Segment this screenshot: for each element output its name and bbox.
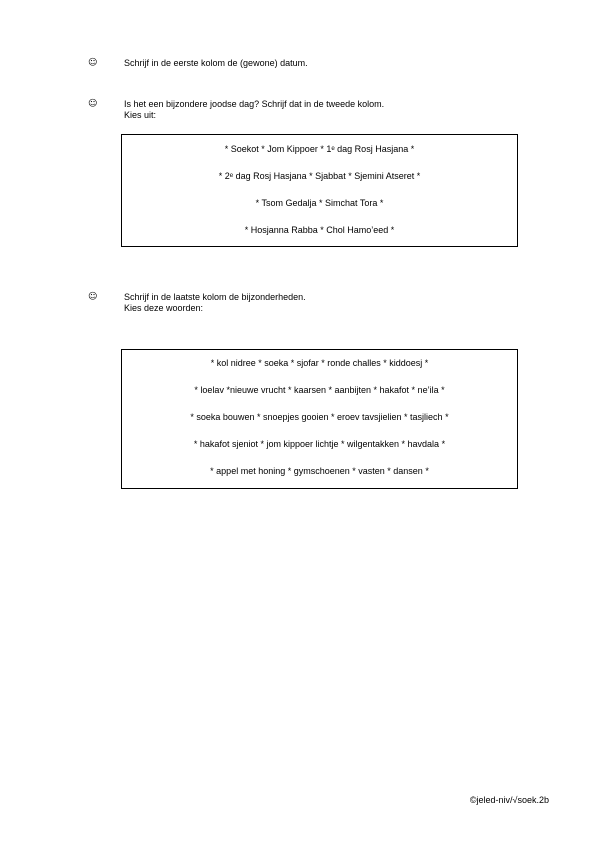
- smiley-icon: ☺: [88, 58, 98, 68]
- special-days-row: * Soekot * Jom Kippoer * 1ᵉ dag Rosj Hasjana *: [224, 144, 415, 154]
- instruction-line: Schrijf in de eerste kolom de (gewone) datum.: [124, 58, 308, 68]
- details-words-row: * hakafot sjeniot * jom kippoer lichtje * wilgentakken * havdala *: [193, 439, 446, 449]
- instruction-line: Is het een bijzondere joodse dag? Schrijf dat in de tweede kolom.: [124, 99, 385, 109]
- details-words-row: * appel met honing * gymschoenen * vasten * dansen *: [210, 466, 429, 476]
- instruction-line: Schrijf in de laatste kolom de bijzonderheden.: [124, 292, 306, 302]
- details-words-row: * soeka bouwen * snoepjes gooien * eroev tavsjielien * tasjliech *: [190, 412, 449, 422]
- special-days-box: [121, 134, 518, 247]
- details-words-row: * loelav *nieuwe vrucht * kaarsen * aanbijten * hakafot * ne’ila *: [194, 385, 445, 395]
- details-words-box: [121, 349, 518, 489]
- instruction-line: Kies uit:: [124, 110, 157, 120]
- smiley-icon: ☺: [88, 99, 98, 109]
- smiley-icon: ☺: [88, 292, 98, 302]
- special-days-row: * Hosjanna Rabba * Chol Hamo’eed *: [244, 225, 395, 235]
- special-days-row: * 2ᵉ dag Rosj Hasjana * Sjabbat * Sjemini Atseret *: [218, 171, 421, 181]
- instruction-line: Kies deze woorden:: [124, 303, 204, 313]
- details-words-row: * kol nidree * soeka * sjofar * ronde challes * kiddoesj *: [210, 358, 429, 368]
- special-days-row: * Tsom Gedalja * Simchat Tora *: [255, 198, 384, 208]
- footer-credit: ©jeled-niv/√soek.2b: [469, 795, 549, 805]
